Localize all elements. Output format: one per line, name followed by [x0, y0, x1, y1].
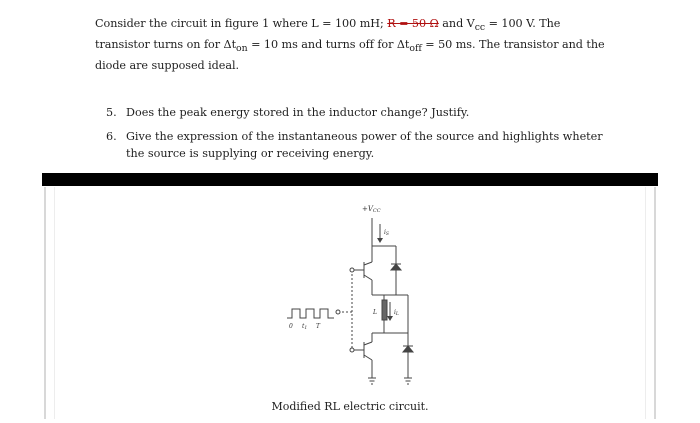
statement-text-3: = 100 V. The transistor turns on for Δt: [95, 17, 561, 51]
toff-subscript: off: [409, 43, 422, 55]
inductor-label: L: [373, 309, 377, 316]
statement-text-4: = 10 ms and turns off for Δt: [247, 37, 410, 51]
lower-emitter-lead: [364, 355, 372, 360]
pulse-waveform: [287, 309, 334, 318]
control-input-node: [336, 310, 340, 314]
statement-text-1: Consider the circuit in figure 1 where L = 100 mH;: [95, 17, 388, 30]
pulse-label-t1: t1: [302, 323, 308, 331]
lower-base-node: [350, 348, 354, 352]
question-text: Give the expression of the instantaneous power of the source and highlights wheter the source is supplying or receiving energy.: [126, 130, 603, 160]
lower-collector-lead: [364, 342, 372, 345]
question-text: Does the peak energy stored in the inductor change? Justify.: [126, 106, 470, 119]
vcc-label: +VCC: [362, 205, 381, 214]
upper-base-node: [350, 268, 354, 272]
pulse-label-T: T: [316, 323, 321, 330]
upper-emitter-lead: [364, 275, 372, 280]
upper-diode-symbol: [391, 264, 401, 270]
statement-text-2: and V: [438, 17, 475, 30]
il-label: iL: [394, 309, 399, 317]
vcc-subscript: cc: [474, 22, 486, 34]
ton-subscript: on: [236, 43, 248, 55]
is-arrowhead: [377, 238, 383, 243]
is-label: iS: [384, 229, 390, 237]
upper-collector-lead: [364, 262, 372, 265]
pulse-label-0: 0: [289, 323, 293, 330]
statement-text-5: = 50 ms. The transistor and the diode are supposed ideal.: [95, 37, 605, 72]
il-arrowhead: [387, 316, 393, 321]
figure-caption: Modified RL electric circuit.: [271, 400, 429, 413]
inductor: [382, 300, 387, 320]
struck-resistance: R = 50 Ω: [387, 17, 439, 30]
question-number: 5.: [106, 106, 117, 119]
question-number: 6.: [106, 130, 117, 144]
lower-diode-symbol: [403, 346, 413, 352]
